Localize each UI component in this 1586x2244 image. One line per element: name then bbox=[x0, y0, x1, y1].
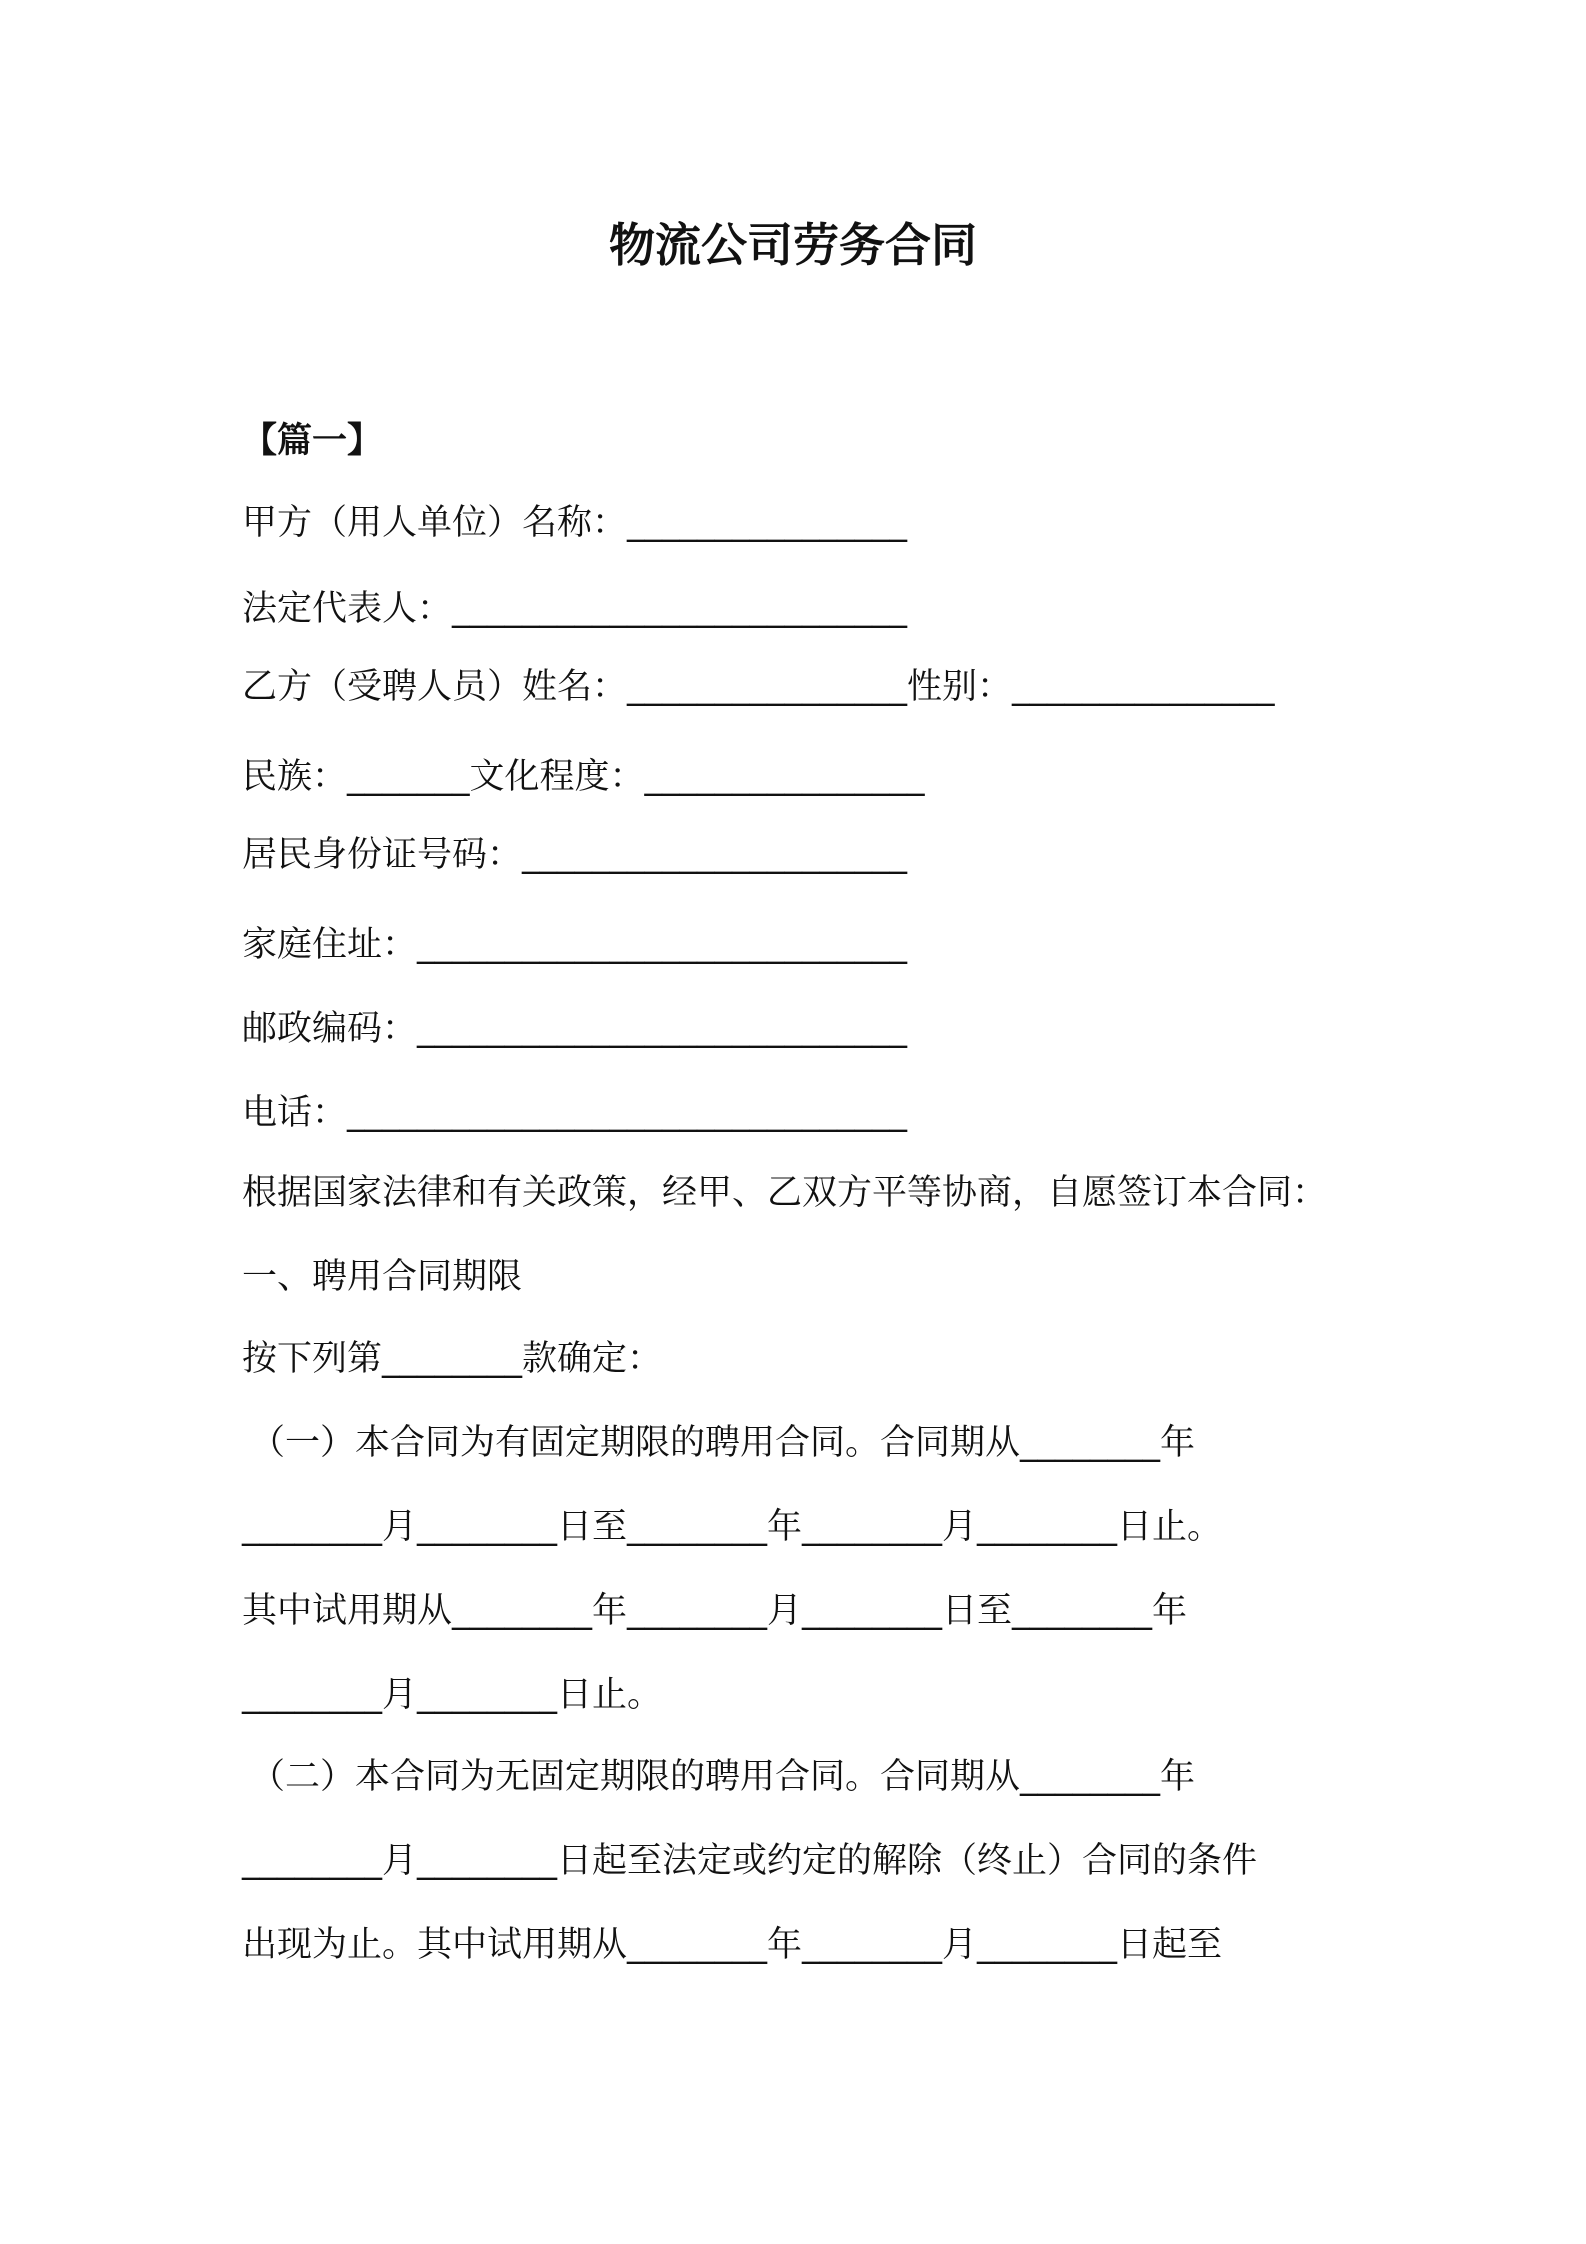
clause-heading-term: 一、聘用合同期限 bbox=[242, 1257, 523, 1297]
fixed-term-clause-line-2: ________月________日至________年________月________日止。 bbox=[242, 1507, 1223, 1547]
fixed-term-clause-line-1: （一）本合同为有固定期限的聘用合同。合同期从________年 bbox=[250, 1423, 1196, 1463]
fixed-term-clause-line-3: 其中试用期从________年________月________日至________年 bbox=[242, 1591, 1188, 1631]
legal-representative-line: 法定代表人：__________________________ bbox=[242, 589, 908, 629]
postal-code-line: 邮政编码：____________________________ bbox=[242, 1009, 908, 1049]
home-address-line: 家庭住址：____________________________ bbox=[242, 925, 908, 965]
party-a-name-line: 甲方（用人单位）名称：________________ bbox=[242, 503, 908, 543]
clause-selection-line: 按下列第________款确定： bbox=[242, 1339, 663, 1379]
open-term-clause-line-1: （二）本合同为无固定期限的聘用合同。合同期从________年 bbox=[250, 1757, 1196, 1797]
fixed-term-clause-line-4: ________月________日止。 bbox=[242, 1675, 663, 1715]
section-label: 【篇一】 bbox=[242, 421, 383, 461]
party-b-name-gender-line: 乙方（受聘人员）姓名：________________性别：_______________ bbox=[242, 667, 1275, 707]
id-number-line: 居民身份证号码：______________________ bbox=[242, 835, 908, 875]
phone-line: 电话：________________________________ bbox=[242, 1093, 908, 1133]
open-term-clause-line-2: ________月________日起至法定或约定的解除（终止）合同的条件 bbox=[242, 1841, 1258, 1881]
ethnicity-education-line: 民族：_______文化程度：________________ bbox=[242, 757, 925, 797]
open-term-clause-line-3: 出现为止。其中试用期从________年________月________日起至 bbox=[242, 1925, 1223, 1965]
preamble-paragraph: 根据国家法律和有关政策，经甲、乙双方平等协商，自愿签订本合同： bbox=[242, 1173, 1328, 1213]
document-title: 物流公司劳务合同 bbox=[609, 218, 977, 272]
